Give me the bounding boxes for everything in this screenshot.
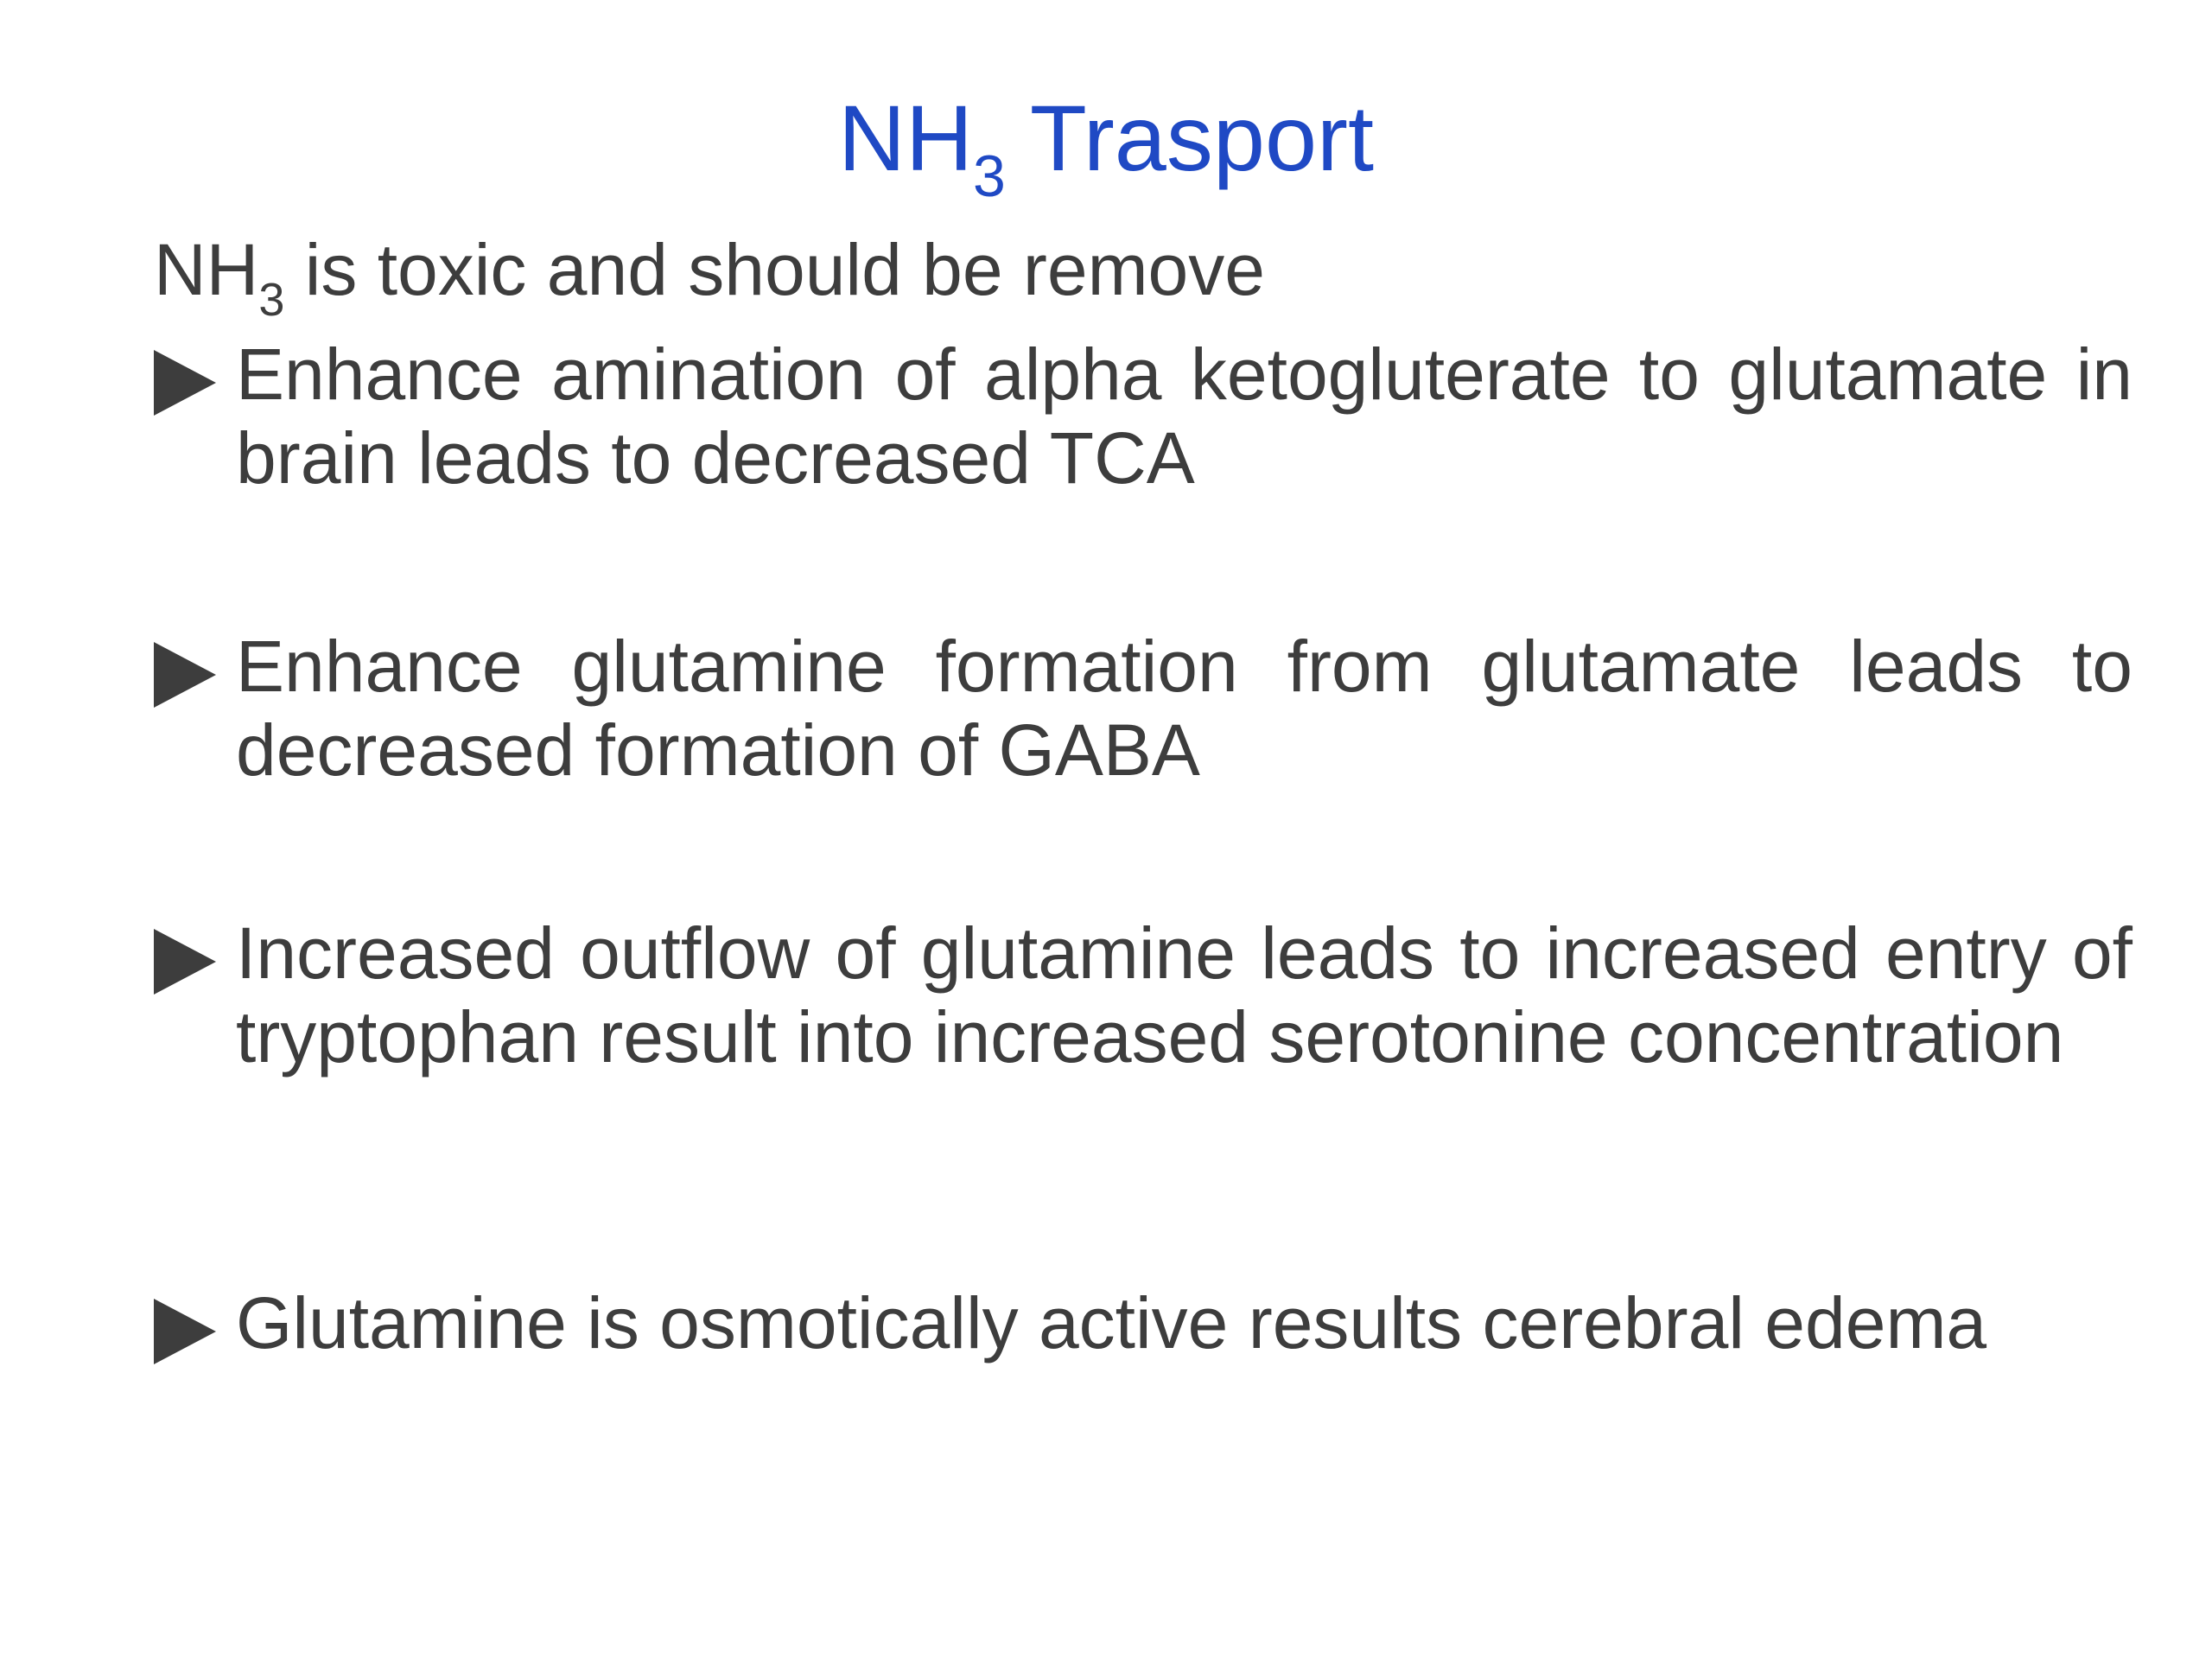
intro-subscript: 3 [258,274,285,326]
intro-suffix: is toxic and should be remove [284,229,1265,310]
triangle-right-icon [154,1299,216,1364]
bullet-text: Increased outflow of glutamine leads to increased entry of tryptophan result into increased serotonine concentration [236,912,2133,1077]
triangle-right-icon [154,642,216,708]
triangle-right-icon [154,929,216,995]
bullet-text: Enhance amination of alpha ketogluterate to glutamate in brain leads to decreased TCA [236,334,2133,499]
bullet-item [154,912,2133,1079]
bullet-text: Enhance glutamine formation from glutamate leads to decreased formation of GABA [236,626,2133,791]
intro-line [154,226,1265,326]
title-subscript: 3 [973,143,1006,209]
triangle-right-icon [154,350,216,416]
bullet-item [154,1281,2133,1365]
intro-prefix: NH [154,229,259,310]
bullet-text: Glutamine is osmotically active results cerebral edema [236,1282,1987,1363]
bullet-item [154,625,2133,792]
title-suffix: Trasport [1005,86,1374,190]
slide-title [0,82,2212,207]
title-prefix: NH [838,86,973,190]
bullet-item [154,333,2133,500]
